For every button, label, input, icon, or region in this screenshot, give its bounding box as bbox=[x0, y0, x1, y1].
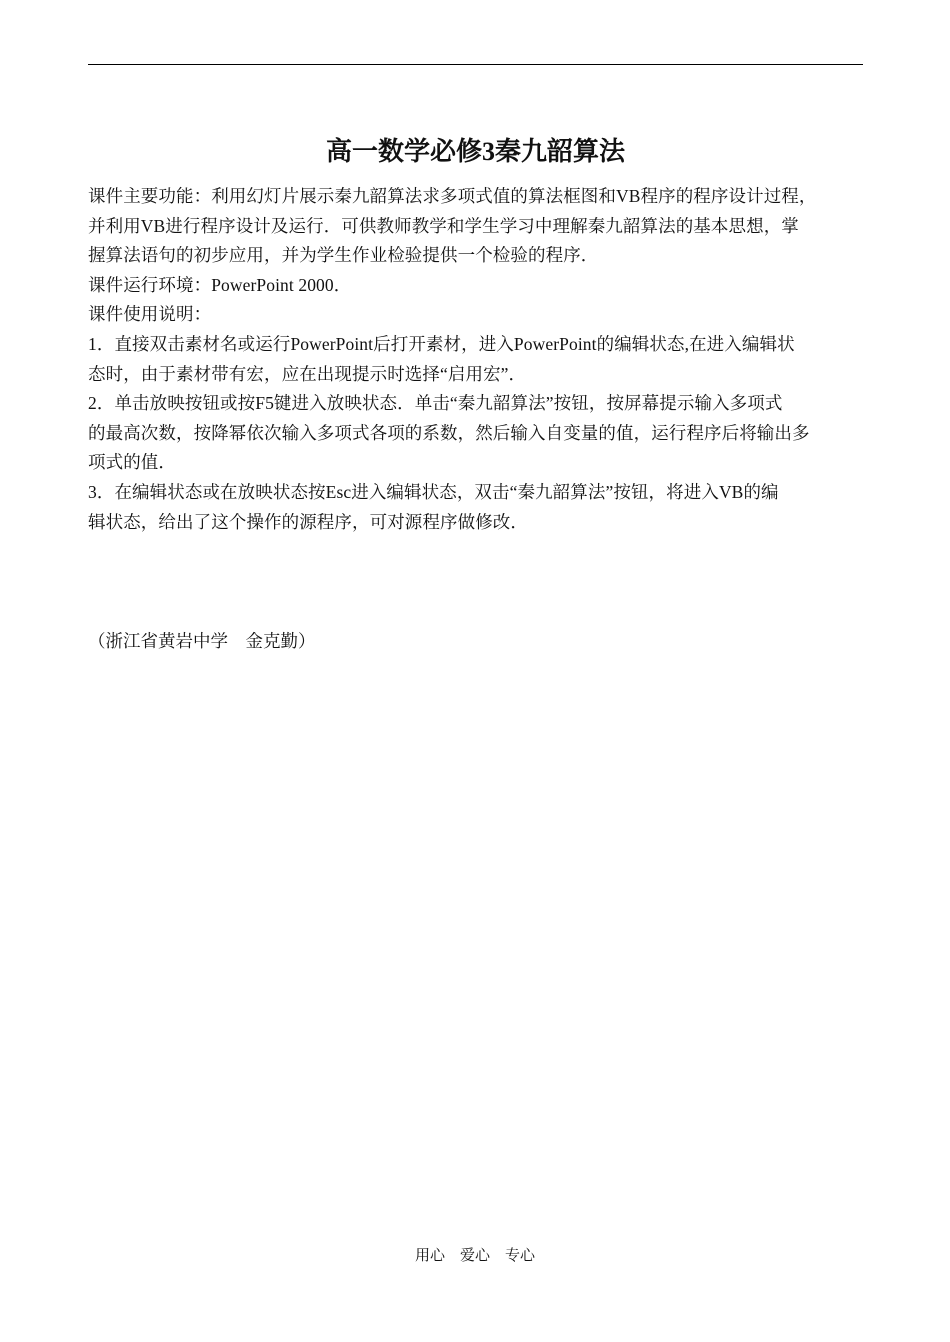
body-line: 辑状态，给出了这个操作的源程序，可对源程序做修改． bbox=[88, 511, 528, 532]
body-line: 2．单击放映按钮或按F5键进入放映状态．单击“秦九韶算法”按钮，按屏幕提示输入多项式 bbox=[88, 393, 783, 414]
document-title: 高一数学必修3秦九韶算法 bbox=[325, 137, 625, 166]
body-line: 项式的值． bbox=[88, 452, 176, 473]
body-line: 课件运行环境：PowerPoint 2000． bbox=[88, 274, 352, 295]
document-body bbox=[88, 182, 866, 537]
page-footer: 用心 爱心 专心 bbox=[414, 1248, 535, 1264]
body-line: 并利用VB进行程序设计及运行．可供教师教学和学生学习中理解秦九韶算法的基本思想，掌 bbox=[88, 215, 799, 236]
body-line: 握算法语句的初步应用，并为学生作业检验提供一个检验的程序． bbox=[88, 245, 599, 266]
body-line: 3．在编辑状态或在放映状态按Esc进入编辑状态，双击“秦九韶算法”按钮，将进入VB的编 bbox=[88, 481, 779, 502]
author-credit: （浙江省黄岩中学 金克勤） bbox=[88, 631, 316, 651]
body-line: 的最高次数，按降幂依次输入多项式各项的系数，然后输入自变量的值，运行程序后将输出多 bbox=[88, 422, 810, 443]
body-line: 课件主要功能：利用幻灯片展示秦九韶算法求多项式值的算法框图和VB程序的程序设计过程， bbox=[88, 186, 817, 206]
body-line: 1．直接双击素材名或运行PowerPoint后打开素材，进入PowerPoint的编辑状态,在进入编辑状 bbox=[88, 333, 795, 354]
body-line: 课件使用说明： bbox=[88, 304, 212, 325]
body-line: 态时，由于素材带有宏，应在出现提示时选择“启用宏”． bbox=[88, 363, 527, 384]
header-rule bbox=[88, 64, 863, 65]
